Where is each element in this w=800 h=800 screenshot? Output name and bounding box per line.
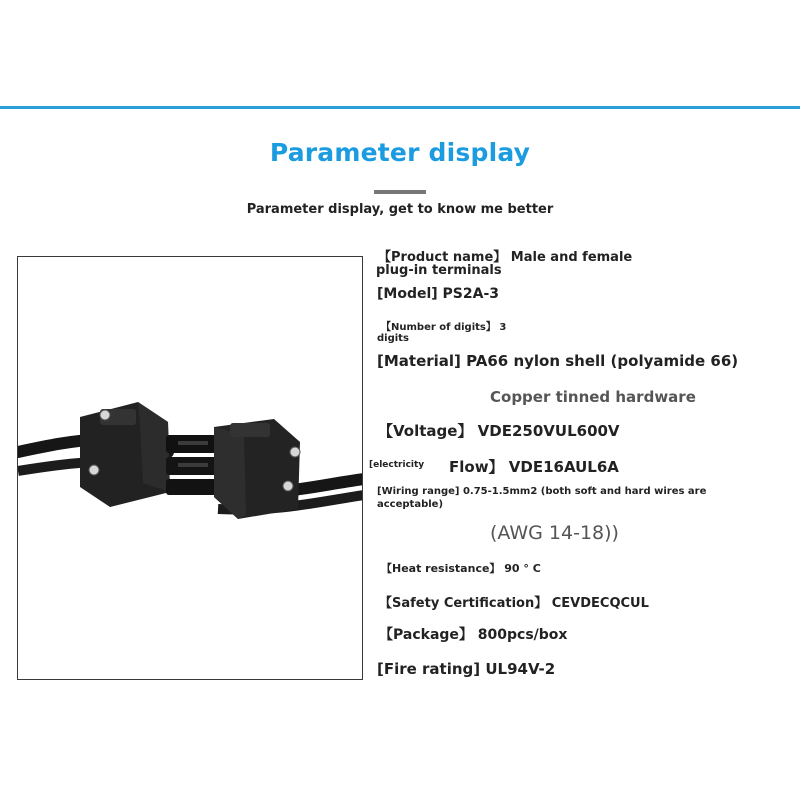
spec-wiring: [Wiring range] 0.75-1.5mm2 (both soft and hard wires are <box>377 486 707 497</box>
spec-package: 【Package】 800pcs/box <box>379 627 568 643</box>
spec-digits-cont: digits <box>377 333 409 344</box>
page-title: Parameter display <box>269 138 531 167</box>
spec-wiring-cont: acceptable) <box>377 499 444 510</box>
connector-illustration <box>18 257 363 680</box>
spec-flow: Flow】 VDE16AUL6A <box>449 458 619 476</box>
product-photo <box>17 256 363 680</box>
spec-digits: 【Number of digits】 3 <box>381 322 507 333</box>
spec-hardware: Copper tinned hardware <box>490 388 696 406</box>
top-divider <box>0 106 800 109</box>
spec-material: [Material] PA66 nylon shell (polyamide 66) <box>377 352 739 370</box>
spec-flow-prefix: [electricity <box>369 460 425 470</box>
page-subtitle: Parameter display, get to know me better <box>246 202 554 217</box>
spec-heat-resistance: 【Heat resistance】 90 ° C <box>381 562 541 575</box>
spec-product-name: 【Product name】 Male and female <box>378 250 633 265</box>
spec-voltage: 【Voltage】 VDE250VUL600V <box>378 422 620 440</box>
spec-product-name-cont: plug-in terminals <box>376 263 502 278</box>
spec-fire-rating: [Fire rating] UL94V-2 <box>377 660 556 678</box>
spec-safety-certification: 【Safety Certification】 CEVDECQCUL <box>379 596 649 611</box>
spec-model: [Model] PS2A-3 <box>377 286 500 302</box>
title-underline <box>374 190 426 194</box>
spec-awg: (AWG 14-18)) <box>490 522 619 544</box>
